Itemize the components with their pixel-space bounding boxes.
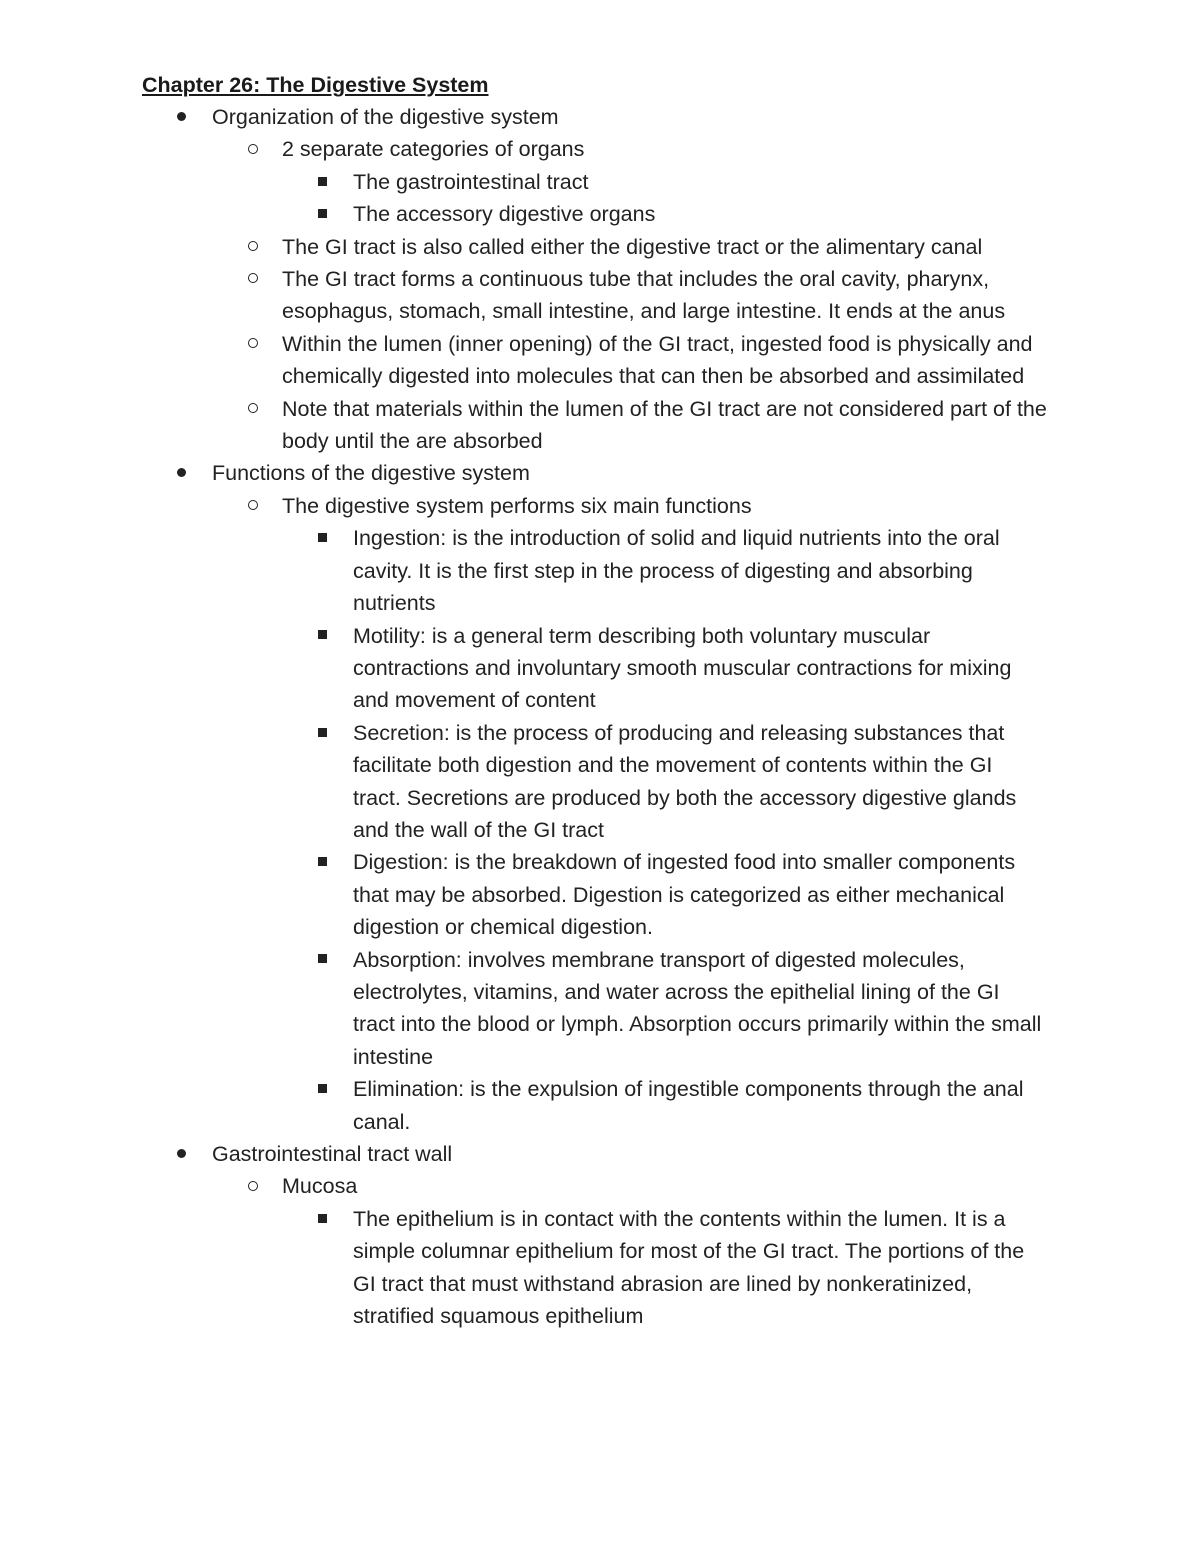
item-text: Ingestion: is the introduction of solid and liquid nutrients into the oral cavity. It is the first step in the process of digesting and absorbing nutrients [353, 526, 1000, 616]
item-text: Within the lumen (inner opening) of the GI tract, ingested food is physically and chemically digested into molecules that can then be absorbed and assimilated [282, 331, 1033, 389]
item-text: The GI tract is also called either the digestive tract or the alimentary canal [282, 234, 983, 259]
item-text: Absorption: involves membrane transport of digested molecules, electrolytes, vitamins, and water across the epithelial lining of the GI tract into the blood or lymph. Absorption occurs primarily within the small intestine [353, 947, 1042, 1069]
circle-bullet-icon [248, 231, 258, 263]
item-text: Mucosa [282, 1174, 358, 1199]
list-item [353, 198, 1043, 230]
section-label: Functions of the digestive system [212, 461, 530, 486]
list-item [282, 231, 1072, 263]
list-item [353, 717, 1043, 847]
list-item [353, 1203, 1043, 1333]
list-item [353, 522, 1043, 619]
outline-list [212, 101, 1082, 1332]
circle-bullet-icon [248, 490, 258, 522]
item-text: The gastrointestinal tract [353, 169, 589, 194]
bullet-icon [177, 101, 186, 133]
section-label: Gastrointestinal tract wall [212, 1142, 453, 1166]
item-text: Note that materials within the lumen of the GI tract are not considered part of the body until the are absorbed [282, 396, 1047, 454]
square-bullet-icon [318, 1203, 327, 1235]
circle-bullet-icon [248, 263, 258, 295]
circle-bullet-icon [248, 1170, 258, 1202]
square-bullet-icon [318, 944, 327, 976]
bullet-icon [177, 457, 186, 489]
list-item [353, 944, 1043, 1074]
square-bullet-icon [318, 620, 327, 652]
item-text: The digestive system performs six main functions [282, 493, 752, 518]
item-text: Secretion: is the process of producing and releasing substances that facilitate both digestion and the movement of contents within the GI tract. Secretions are produced by both the accessory digestive glands and the wall of the GI tract [353, 720, 1017, 842]
circle-bullet-icon [248, 133, 258, 165]
square-bullet-icon [318, 717, 327, 749]
section-gi-tract-wall [212, 1138, 1072, 1332]
sub-sub-list [353, 522, 1072, 1138]
list-item [282, 133, 1072, 230]
item-text: Elimination: is the expulsion of ingestible components through the anal canal. [353, 1077, 1024, 1134]
sub-sub-list [353, 166, 1072, 231]
list-item [353, 620, 1043, 717]
list-item [282, 1170, 1072, 1332]
circle-bullet-icon [248, 328, 258, 360]
sub-list [282, 1170, 1072, 1332]
item-text: The epithelium is in contact with the contents within the lumen. It is a simple columnar epithelium for most of the GI tract. The portions of the GI tract that must withstand abrasion are lined by nonkeratinized, stratified squamous epithelium [353, 1206, 1025, 1329]
square-bullet-icon [318, 522, 327, 554]
circle-bullet-icon [248, 393, 258, 425]
square-bullet-icon [318, 846, 327, 878]
sub-list [282, 133, 1072, 457]
item-text: The GI tract forms a continuous tube that includes the oral cavity, pharynx, esophagus, stomach, small intestine, and large intestine. It ends at the anus [282, 267, 1006, 324]
bullet-icon [177, 1138, 186, 1170]
list-item [282, 393, 1072, 458]
sub-sub-list [353, 1203, 1072, 1333]
square-bullet-icon [318, 166, 327, 198]
page-title: Chapter 26: The Digestive System [142, 73, 489, 97]
item-text: Digestion: is the breakdown of ingested food into smaller components that may be absorbed. Digestion is categorized as either mechanical digestion or chemical digestion. [353, 850, 1016, 940]
list-item [282, 328, 1072, 393]
list-item [282, 490, 1072, 1138]
list-item [282, 263, 1072, 328]
section-functions [212, 457, 1072, 1138]
section-organization [212, 101, 1072, 457]
item-text: The accessory digestive organs [353, 202, 656, 227]
square-bullet-icon [318, 1073, 327, 1105]
list-item [353, 1073, 1043, 1138]
section-label: Organization of the digestive system [212, 105, 559, 129]
list-item [353, 846, 1043, 943]
sub-list [282, 490, 1072, 1138]
item-text: 2 separate categories of organs [282, 137, 585, 162]
list-item [353, 166, 1043, 198]
square-bullet-icon [318, 198, 327, 230]
item-text: Motility: is a general term describing both voluntary muscular contractions and involuntary smooth muscular contractions for mixing and movement of content [353, 623, 1012, 713]
